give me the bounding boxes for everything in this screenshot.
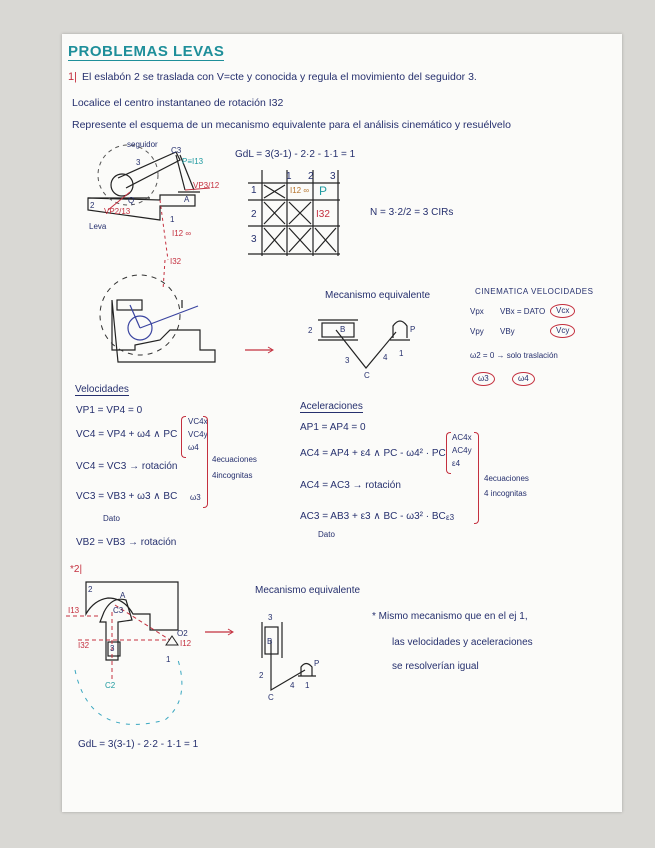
vel-brace [181,416,186,458]
vel-unknown-omega4: ω4 [188,443,199,452]
label-a: A [184,195,190,204]
acc-bracket [474,432,479,524]
acc-summary-unknowns: 4 incognitas [484,489,527,498]
label-i12: I12 ∞ [172,229,192,238]
acc-unknown-eps3: ε3 [446,513,455,522]
eq2-label-1: 1 [305,681,310,690]
eq1-label-4: 4 [383,353,388,362]
vel-eq-4: VC3 = VB3 + ω3 ∧ BC [76,491,178,502]
note-line-1: * Mismo mecanismo que en el ej 1, [372,611,528,622]
kin-omega3: ω3 [472,372,495,386]
kin-omega2: ω2 = 0 → solo traslación [470,351,558,360]
table-col-2: 2 [308,171,314,182]
label-i32: I32 [170,257,182,266]
p2-label-c3: C3 [113,606,124,615]
p2-label-i12: I12 [180,639,192,648]
eq1-label-3: 3 [345,356,350,365]
note-line-2: las velocidades y aceleraciones [392,637,533,648]
label-q: Q [128,196,135,205]
kin-vcx: Vcx [550,304,575,318]
vel-dato: Dato [103,514,120,523]
number-of-cirs: N = 3·2/2 = 3 CIRs [370,207,454,218]
statement-line-1: El eslabón 2 se traslada con V=cte y conocida y regula el movimiento del seguidor 3. [82,71,477,83]
kin-vby: VBy [500,327,515,336]
eq1-label-c: C [364,371,370,380]
acc-summary-equations: 4ecuaciones [484,474,529,483]
table-cell-p: P [319,184,328,198]
kin-vpy: Vpy [470,327,484,336]
kin-vbx: VBx = DATO [500,307,546,316]
statement-line-2: Localice el centro instantaneo de rotación I32 [72,97,284,109]
p2-label-2: 2 [88,585,93,594]
eq1-label-b: B [340,325,346,334]
p2-label-o2: O2 [177,629,188,638]
p2-label-a: A [120,591,126,600]
p2-label-1: 1 [166,655,171,664]
label-vp312: VP3/12 [193,181,220,190]
label-link-2: 2 [90,201,95,210]
acc-brace [446,432,451,474]
label-c3: C3 [171,146,182,155]
vel-summary-unknowns: 4incognitas [212,471,253,480]
p2-label-3: 3 [110,644,115,653]
vel-eq-1: VP1 = VP4 = 0 [76,405,143,416]
table-col-3: 3 [330,171,336,182]
kinematics-title: CINEMATICA VELOCIDADES [475,287,594,296]
table-cell-i12: I12 ∞ [290,186,310,195]
equivalent-mechanism-title-1: Mecanismo equivalente [325,290,431,301]
vel-bracket [203,416,208,508]
acc-eq-1: AP1 = AP4 = 0 [300,422,366,433]
label-vp213: VP2/13 [104,207,131,216]
p2-label-i32: I32 [78,641,90,650]
kin-vpx: Vpx [470,307,484,316]
table-row-2: 2 [251,209,257,220]
p2-label-i13: I13 [68,606,80,615]
statement-line-3: Represente el esquema de un mecanismo equivalente para el análisis cinemático y resuélvelo [72,119,511,131]
eq1-label-p: P [410,325,416,334]
gdl-formula-2: GdL = 3(3-1) - 2·2 - 1·1 = 1 [78,739,199,750]
vel-summary-equations: 4ecuaciones [212,455,257,464]
problem-2-number: *2| [70,564,83,575]
kin-vcy: Vcy [550,324,575,338]
eq1-label-2: 2 [308,326,313,335]
acc-eq-2: AC4 = AP4 + ε4 ∧ PC - ω4² · PC [300,448,446,459]
vel-eq-3: VC4 = VC3 → rotación [76,461,178,472]
eq2-label-c: C [268,693,274,702]
table-row-1: 1 [251,185,257,196]
table-cell-i32: I32 [316,209,330,220]
eq1-label-1: 1 [399,349,404,358]
eq2-label-p: P [314,659,320,668]
velocidades-title: Velocidades [75,384,129,395]
label-seguidor: seguidor [127,140,158,149]
eq2-label-4: 4 [290,681,295,690]
acc-unknown-ac4y: AC4y [452,446,472,455]
label-link-1: 1 [170,215,175,224]
eq2-label-b: B [267,637,273,646]
vel-unknown-omega3: ω3 [190,493,201,502]
page-title: PROBLEMAS LEVAS [68,43,225,60]
p2-label-c2: C2 [105,681,116,690]
acc-unknown-ac4x: AC4x [452,433,472,442]
vel-unknown-vc4x: VC4x [188,417,208,426]
acc-eq-4: AC3 = AB3 + ε3 ∧ BC - ω3² · BC [300,511,446,522]
acc-unknown-eps4: ε4 [452,459,461,468]
label-p-i13: P≡I13 [182,157,204,166]
problem-1-number: 1| [68,71,77,83]
gdl-formula: GdL = 3(3-1) - 2·2 - 1·1 = 1 [235,149,356,160]
table-col-1: 1 [286,171,292,182]
kin-omega4: ω4 [512,372,535,386]
equivalent-mechanism-title-2: Mecanismo equivalente [255,585,361,596]
table-row-3: 3 [251,234,257,245]
vel-unknown-vc4y: VC4y [188,430,208,439]
label-leva: Leva [89,222,107,231]
acc-eq-3: AC4 = AC3 → rotación [300,480,401,491]
aceleraciones-title: Aceleraciones [300,401,363,412]
eq2-label-2: 2 [259,671,264,680]
note-line-3: se resolverían igual [392,661,479,672]
vel-eq-5: VB2 = VB3 → rotación [76,537,177,548]
vel-eq-2: VC4 = VP4 + ω4 ∧ PC [76,429,178,440]
label-link-3: 3 [136,158,141,167]
acc-dato: Dato [318,530,335,539]
eq2-label-3: 3 [268,613,273,622]
